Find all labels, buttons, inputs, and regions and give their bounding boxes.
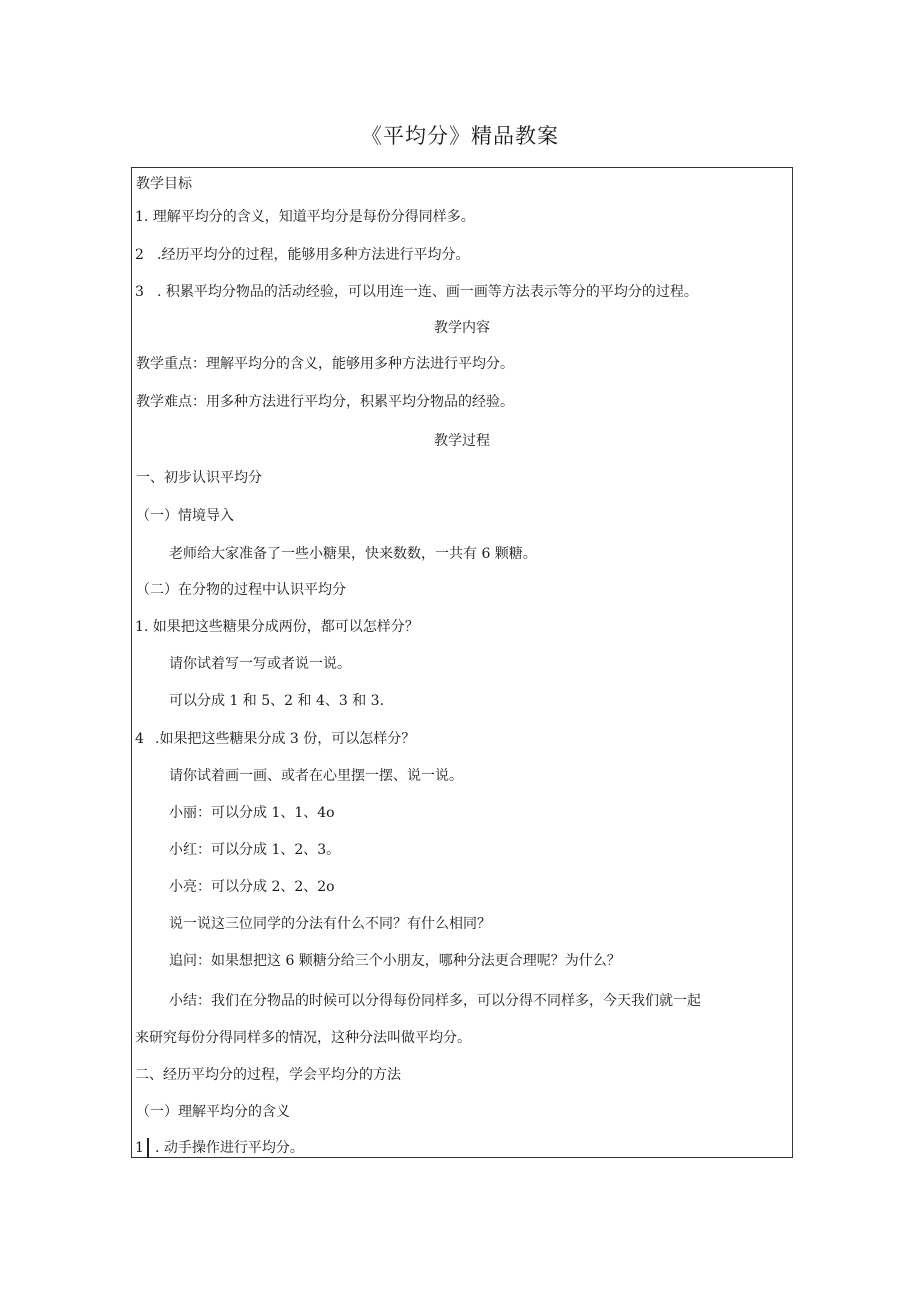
- lesson-plan-table: [131, 167, 793, 1158]
- document-title: 《平均分》精品教案: [361, 124, 559, 148]
- section-2-title: （二）在分物的过程中认识平均分: [136, 582, 346, 598]
- compare-question: 说一说这三位同学的分法有什么不同？有什么相同？: [169, 916, 491, 932]
- question-2-number: 4: [135, 731, 144, 747]
- section-1-title: （一）情境导入: [136, 508, 234, 524]
- followup-question: 追问：如果想把这 6 颗糖分给三个小朋友，哪种分法更合理呢？为什么？: [169, 953, 621, 969]
- part-2-section-1-title: （一）理解平均分的含义: [136, 1104, 290, 1120]
- objective-item-3-number: 3: [135, 284, 144, 300]
- section-1-text: 老师给大家准备了一些小糖果，快来数数，一共有 6 颗糖。: [169, 546, 537, 562]
- question-1-prompt: 请你试着写一写或者说一说。: [169, 656, 351, 672]
- question-2: .如果把这些糖果分成 3 份，可以怎样分？: [155, 731, 416, 747]
- content-heading: 教学内容: [434, 320, 490, 336]
- key-point: 教学重点：理解平均分的含义，能够用多种方法进行平均分。: [136, 356, 514, 372]
- process-heading: 教学过程: [434, 433, 490, 449]
- objective-item-3: . 积累平均分物品的活动经验，可以用连一连、画一画等方法表示等分的平均分的过程。: [157, 284, 698, 300]
- objectives-heading: 教学目标: [136, 176, 192, 192]
- question-1-answer: 可以分成 1 和 5、2 和 4、3 和 3.: [169, 693, 385, 709]
- question-2-prompt: 请你试着画一画、或者在心里摆一摆、说一说。: [169, 768, 463, 784]
- table-cell-divider: [147, 1138, 149, 1158]
- part-2-title: 二、经历平均分的过程，学会平均分的方法: [135, 1067, 401, 1083]
- objective-item-2-number: 2: [135, 247, 144, 263]
- student-xiaoliang-answer: 小亮：可以分成 2、2、2o: [169, 879, 335, 895]
- part-2-item-1: . 动手操作进行平均分。: [155, 1140, 304, 1156]
- student-xiaoli-answer: 小丽：可以分成 1、1、4o: [169, 805, 335, 821]
- difficulty-point: 教学难点：用多种方法进行平均分，积累平均分物品的经验。: [136, 394, 514, 410]
- summary-line-1: 小结：我们在分物品的时候可以分得每份同样多，可以分得不同样多，今天我们就一起: [169, 993, 701, 1009]
- part-1-title: 一、初步认识平均分: [136, 470, 262, 486]
- objective-item-2: .经历平均分的过程，能够用多种方法进行平均分。: [157, 247, 470, 263]
- part-2-item-1-number: 1: [135, 1140, 144, 1156]
- question-1: 1. 如果把这些糖果分成两份，都可以怎样分？: [135, 619, 419, 635]
- objective-item-1: 1. 理解平均分的含义，知道平均分是每份分得同样多。: [135, 209, 475, 225]
- student-xiaohong-answer: 小红：可以分成 1、2、3。: [169, 842, 341, 858]
- summary-line-2: 来研究每份分得同样多的情况，这种分法叫做平均分。: [135, 1030, 471, 1046]
